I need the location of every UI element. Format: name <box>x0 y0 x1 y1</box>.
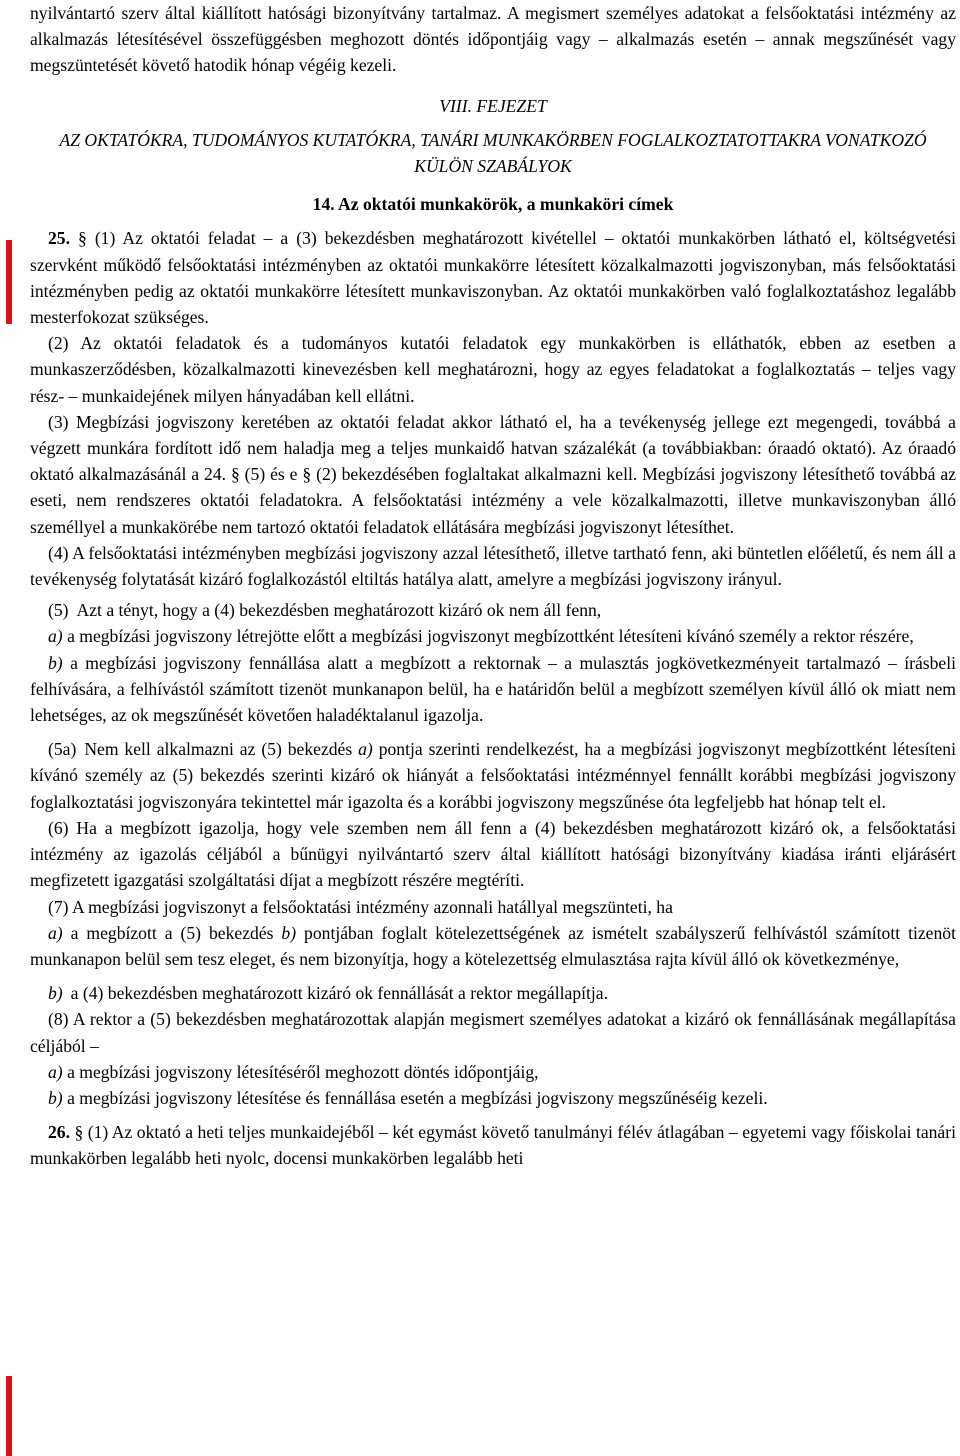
s26-p1-text: § (1) Az oktató a heti teljes munkaidejéből – két egymást követő tanulmányi félév átlagában – egyetemi vagy főiskolai tanári munkakörben legalább heti nyolc, docensi munkakörben legalább heti <box>30 1122 956 1169</box>
s25-paragraph-4: (4) A felsőoktatási intézményben megbízási jogviszony azzal létesíthető, illetve tartható fenn, aki büntetlen előéletű, és nem áll a tevékenység folytatását kizáró foglalkozástól eltiltás hatálya alatt, amelyre a megbízási jogviszony irányul. <box>30 542 956 590</box>
point-label: a) <box>48 1061 63 1082</box>
s25-p5-text: Azt a tényt, hogy a (4) bekezdésben meghatározott kizáró ok nem áll fenn, <box>76 600 602 621</box>
s25-p7a-text-pre: a megbízott a (5) bekezdés <box>70 922 274 943</box>
chapter-title: AZ OKTATÓKRA, TUDOMÁNYOS KUTATÓKRA, TANÁRI MUNKAKÖRBEN FOGLALKOZTATOTTAKRA VONATKOZÓ KÜLÖN SZABÁLYOK <box>59 129 927 177</box>
intro-paragraph: nyilvántartó szerv által kiállított hatósági bizonyítvány tartalmaz. A megismert személyes adatokat a felsőoktatási intézmény az alkalmazás létesítésével összefüggésben meghozott döntés időpontjáig vagy – alkalmazás esetén – annak megszűnését vagy megszüntetését követő hatodik hónap végéig kezeli. <box>30 3 956 76</box>
section-number: 25. <box>48 228 70 249</box>
point-label: a) <box>48 626 63 647</box>
paragraph-label: (5) <box>48 600 69 621</box>
s25-p7a-text-post: pontjában foglalt kötelezettségének az ismételt szabályszerű felhívástól számított tizenöt munkanapon belül sem tesz eleget, és nem bizonyítja, hogy a kötelezettség elmulasztása rajta kívül álló ok következménye, <box>30 922 956 969</box>
point-reference: b) <box>281 922 297 943</box>
amendment-marker-s26 <box>6 1376 12 1456</box>
s25-p7b-text: a (4) bekezdésben meghatározott kizáró ok fennállását a rektor megállapítja. <box>70 983 608 1004</box>
s25-p5b-text: a megbízási jogviszony fennállása alatt a megbízott a rektornak – a mulasztás jogkövetkezményeit tartalmazó – írásbeli felhívására, a felhívástól számított tizenöt munkanapon belül, ha e határidőn belül a megbízott személyen kívül álló ok miatt nem lehetséges, az ok megszűnését követően haladéktalanul igazolja. <box>30 652 956 726</box>
s26-paragraph-1 <box>30 1119 956 1171</box>
s25-point-8a <box>30 1059 956 1085</box>
s25-paragraph-5 <box>30 597 956 623</box>
section-title: 14. Az oktatói munkakörök, a munkaköri címek <box>312 194 674 215</box>
s25-p5a-text: a megbízási jogviszony létrejötte előtt a megbízási jogviszonyt megbízottként létesíteni kívánó személy a rektor részére, <box>67 626 914 647</box>
section-number: 26. <box>48 1122 70 1143</box>
s25-p5x-text-pre: Nem kell alkalmazni az (5) bekezdés <box>84 739 353 760</box>
s25-paragraph-5a <box>30 736 956 815</box>
s25-paragraph-2: (2) Az oktatói feladatok és a tudományos kutatói feladatok egy munkakörben is elláthatók, ebben az esetben a munkaszerződésben, közalkalmazotti kinevezésben kell meghatározni, hogy az egyes feladatokat a foglalkoztatás – teljes vagy rész- – munkaidejének milyen hányadában kell ellátni. <box>30 333 956 406</box>
point-reference: a) <box>358 739 373 760</box>
s25-p8b-text: a megbízási jogviszony létesítése és fennállása esetén a megbízási jogviszony megszűnéséig kezeli. <box>67 1087 768 1108</box>
document-page <box>30 0 956 1172</box>
point-label: b) <box>48 1087 63 1108</box>
s25-point-7b <box>30 980 956 1006</box>
s25-p5x-text-post: pontja szerinti rendelkezést, ha a megbízási jogviszonyt megbízottként létesíteni kívánó személy az (5) bekezdés szerinti kizáró ok hiányát a felsőoktatási intézménnyel fennállt korábbi megbízási jogviszony foglalkoztatási jogviszonyára tekintettel már igazolta és a korábbi jogviszony megszűnése óta legfeljebb hat hónap telt el. <box>30 739 956 812</box>
point-label: b) <box>48 652 63 673</box>
s25-paragraph-7: (7) A megbízási jogviszonyt a felsőoktatási intézmény azonnali hatállyal megszünteti, ha <box>48 896 673 917</box>
point-label: b) <box>48 983 63 1004</box>
s25-point-8b <box>30 1085 956 1111</box>
s25-paragraph-3: (3) Megbízási jogviszony keretében az oktatói feladat akkor látható el, ha a tevékenység jellege ezt megengedi, továbbá a végzett munkára fordított idő nem haladja meg a teljes munkaidő hatvan százalékát (a továbbiakban: óraadó oktató). Az óraadó oktató alkalmazásánál a 24. § (5) és e § (2) bekezdésében foglaltakat alkalmazni kell. Megbízási jogviszony létesíthető továbbá az eseti, nem rendszeres oktatói feladatokra. A felsőoktatási intézmény a vele közalkalmazotti, illetve munkaviszonyban álló személlyel a munkakörébe nem tartozó oktatói feladatok ellátására megbízási jogviszonyt létesíthet. <box>30 411 956 537</box>
chapter-number: VIII. FEJEZET <box>439 95 547 116</box>
s25-p1-text: § (1) Az oktatói feladat – a (3) bekezdésben meghatározott kivétellel – oktatói munkakörben látható el, költségvetési szervként működő felsőoktatási intézményben az oktatói munkakörre létesített közalkalmazotti jogviszonyban, más felsőoktatási intézményben pedig az oktatói munkakörre létesített munkaviszonyban. Az oktatói munkakörben való foglalkoztatáshoz legalább mesterfokozat szükséges. <box>30 228 956 328</box>
point-label: a) <box>48 922 63 943</box>
s25-p8a-text: a megbízási jogviszony létesítéséről meghozott döntés időpontjáig, <box>67 1061 539 1082</box>
s25-paragraph-1 <box>30 225 956 330</box>
amendment-marker-s25 <box>6 240 12 324</box>
paragraph-label: (5a) <box>48 739 77 760</box>
s25-point-5b <box>30 650 956 729</box>
s25-point-5a <box>30 623 956 649</box>
s25-paragraph-8: (8) A rektor a (5) bekezdésben meghatározottak alapján megismert személyes adatokat a kizáró ok fennállásának megállapítása céljából – <box>30 1009 956 1056</box>
s25-point-7a <box>30 920 956 972</box>
s25-paragraph-6: (6) Ha a megbízott igazolja, hogy vele szemben nem áll fenn a (4) bekezdésben meghatározott kizáró ok, a felsőoktatási intézmény az igazolás céljából a bűnügyi nyilvántartó szerv által kiállított hatósági bizonyítvány kiadása iránti eljárásért megfizetett igazgatási szolgáltatási díjat a megbízott részére megtéríti. <box>30 817 956 891</box>
